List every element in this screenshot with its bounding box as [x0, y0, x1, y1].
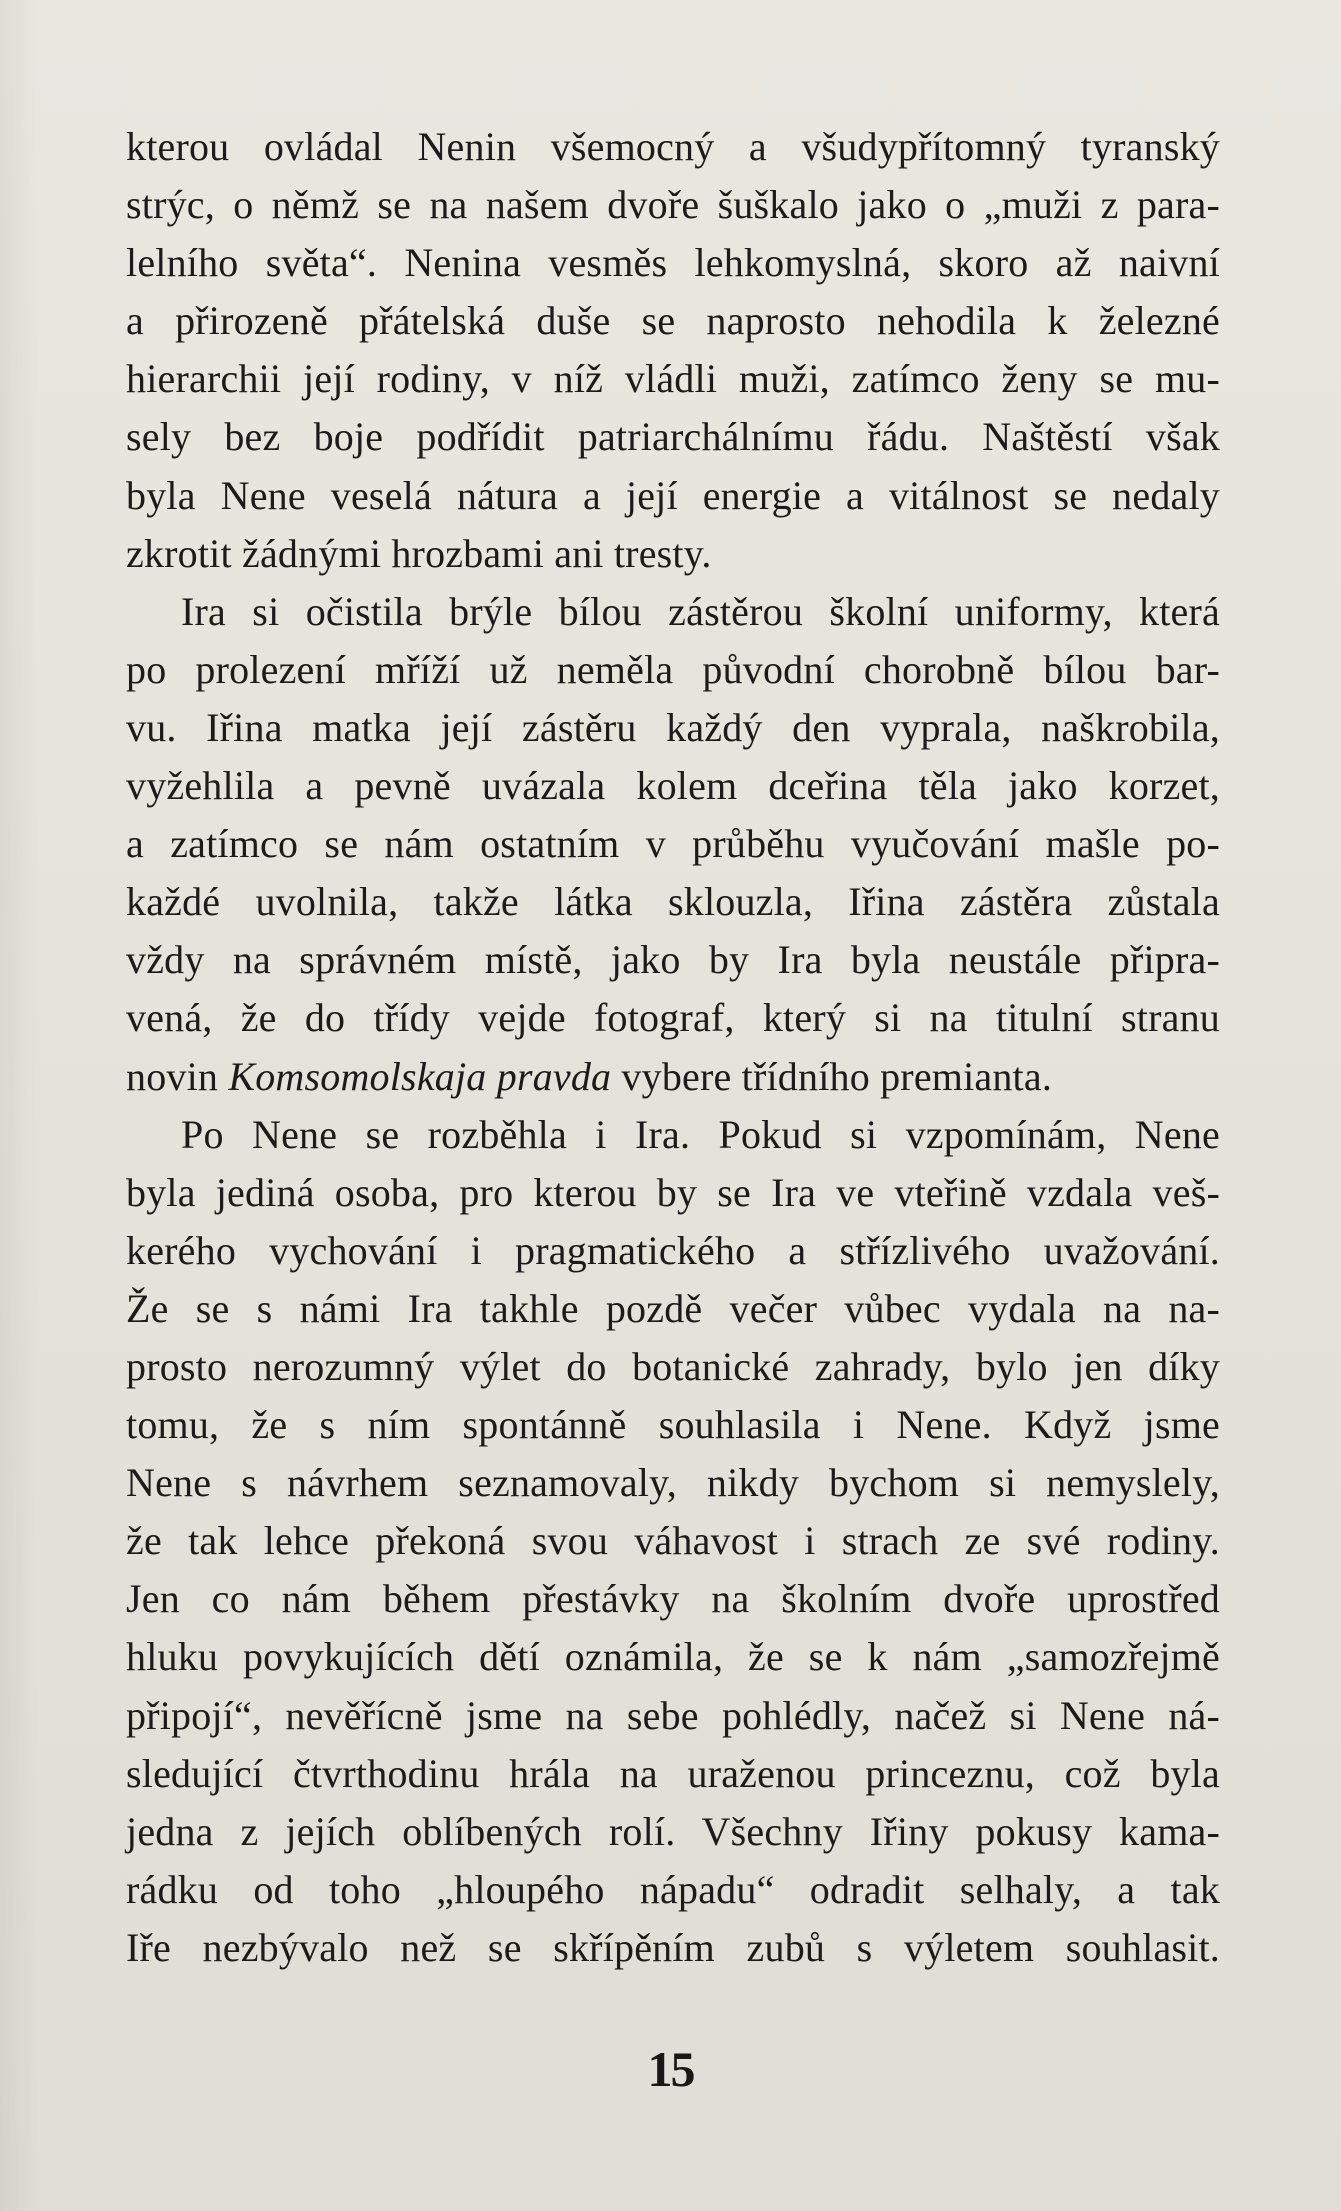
text-line: byla jediná osoba, pro kterou by se Ira ve vteřině vzdala veš- [126, 1169, 1220, 1215]
text-run: novin [126, 1053, 229, 1099]
text-line: zkrotit žádnými hrozbami ani tresty. [126, 530, 712, 576]
body-text [126, 118, 1220, 1977]
text-line: rádku od toho „hloupého nápadu“ odradit selhaly, a tak [126, 1866, 1220, 1912]
paragraph-2 [126, 583, 1220, 1106]
text-line: že tak lehce překoná svou váhavost i strach ze své rodiny. [126, 1518, 1220, 1564]
text-line-with-title [126, 1048, 1220, 1106]
text-line: byla Nene veselá nátura a její energie a vitálnost se nedaly [126, 472, 1220, 518]
text-line: hluku povykujících dětí oznámila, že se k nám „samozřejmě [126, 1634, 1220, 1680]
text-line: lelního světa“. Nenina vesměs lehkomyslná, skoro až naivní [126, 240, 1220, 286]
text-line: strýc, o němž se na našem dvoře šuškalo jako o „muži z para- [126, 182, 1220, 228]
text-line: a přirozeně přátelská duše se naprosto nehodila k železné [126, 298, 1220, 344]
text-line: vyžehlila a pevně uvázala kolem dceřina těla jako korzet, [126, 763, 1220, 809]
text-line: tomu, že s ním spontánně souhlasila i Nene. Když jsme [126, 1402, 1220, 1448]
text-line: Ira si očistila brýle bílou zástěrou školní uniformy, která [181, 588, 1220, 634]
text-line: vždy na správném místě, jako by Ira byla neustále připra- [126, 937, 1220, 983]
text-line: hierarchii její rodiny, v níž vládli muži, zatímco ženy se mu- [126, 356, 1220, 402]
text-line: sledující čtvrthodinu hrála na uraženou princeznu, což byla [126, 1750, 1220, 1796]
text-line: připojí“, nevěřícně jsme na sebe pohlédly, načež si Nene ná- [126, 1692, 1220, 1738]
paragraph-3 [126, 1106, 1220, 1977]
text-line: po prolezení mříží už neměla původní chorobně bílou bar- [126, 646, 1220, 692]
text-line: vu. Iřina matka její zástěru každý den vyprala, naškrobila, [126, 704, 1220, 750]
text-line: Že se s námi Ira takhle pozdě večer vůbec vydala na na- [126, 1285, 1220, 1331]
text-line: Nene s návrhem seznamovaly, nikdy bychom si nemyslely, [126, 1460, 1220, 1506]
text-line: kterou ovládal Nenin všemocný a všudypřítomný tyranský [126, 124, 1220, 169]
text-line: Jen co nám během přestávky na školním dvoře uprostřed [126, 1576, 1220, 1622]
text-line: sely bez boje podřídit patriarchálnímu řádu. Naštěstí však [126, 414, 1220, 460]
text-line: jedna z jejích oblíbených rolí. Všechny Iřiny pokusy kama- [126, 1808, 1220, 1854]
text-line: a zatímco se nám ostatním v průběhu vyučování mašle po- [126, 821, 1220, 867]
newspaper-title: Komsomolskaja pravda [228, 1053, 612, 1099]
text-line: kerého vychování i pragmatického a střízlivého uvažování. [126, 1227, 1220, 1273]
text-line: prosto nerozumný výlet do botanické zahrady, bylo jen díky [126, 1343, 1220, 1389]
text-line: každé uvolnila, takže látka sklouzla, Iřina zástěra zůstala [126, 879, 1220, 925]
text-line: Po Nene se rozběhla i Ira. Pokud si vzpomínám, Nene [181, 1111, 1220, 1157]
text-run: vybere třídního premianta. [611, 1053, 1053, 1099]
page-number: 15 [647, 2041, 694, 2097]
text-line: Iře nezbývalo než se skřípěním zubů s výletem souhlasit. [126, 1924, 1220, 1970]
text-line: vená, že do třídy vejde fotograf, který si na titulní stranu [126, 995, 1220, 1041]
paragraph-1 [126, 118, 1220, 583]
